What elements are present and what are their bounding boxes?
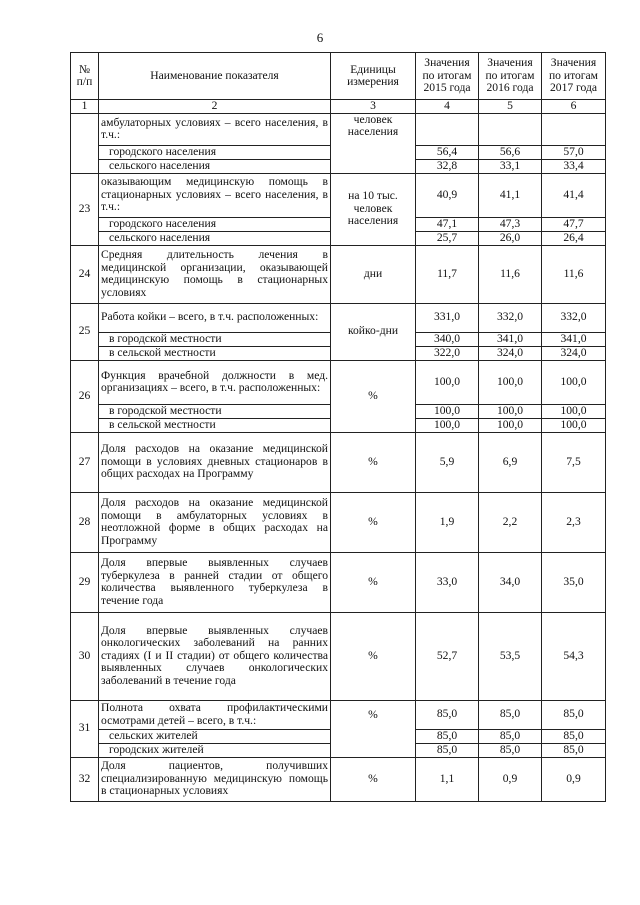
subindicator-name: в городской местности: [99, 332, 331, 346]
value-2016: 100,0: [479, 404, 542, 418]
indicator-name: Доля впервые выявленных случаев туберкулеза в ранней стадии от общего количества выявленного туберкулеза в течение года: [99, 552, 331, 612]
row-number: 23: [71, 173, 99, 245]
value-2015: 85,0: [416, 729, 479, 743]
value-2016: 47,3: [479, 217, 542, 231]
value-2017: 341,0: [542, 332, 606, 346]
table-row: [71, 113, 606, 145]
indicator-unit: %: [331, 612, 416, 700]
value-2016: 341,0: [479, 332, 542, 346]
row-number: 25: [71, 303, 99, 360]
value-2017: 324,0: [542, 346, 606, 360]
subindicator-name: в сельской местности: [99, 346, 331, 360]
row-number: [71, 113, 99, 173]
table-row: [71, 757, 606, 801]
value-2016: 332,0: [479, 303, 542, 332]
row-number: 30: [71, 612, 99, 700]
row-number: 26: [71, 360, 99, 432]
value-2016: 41,1: [479, 173, 542, 217]
value-2017: 35,0: [542, 552, 606, 612]
value-2017: 100,0: [542, 360, 606, 404]
value-2015: 5,9: [416, 432, 479, 492]
value-2016: 2,2: [479, 492, 542, 552]
value-2017: 100,0: [542, 404, 606, 418]
value-2017: 7,5: [542, 432, 606, 492]
table-row: [71, 432, 606, 492]
value-2017: 85,0: [542, 729, 606, 743]
col-number: 6: [542, 100, 606, 114]
indicator-unit: %: [331, 552, 416, 612]
subindicator-name: городского населения: [99, 217, 331, 231]
indicator-unit: дни: [331, 245, 416, 303]
row-number: 31: [71, 700, 99, 757]
value-2016: 324,0: [479, 346, 542, 360]
value-2015: 33,0: [416, 552, 479, 612]
value-2015: 100,0: [416, 404, 479, 418]
indicator-unit: %: [331, 700, 416, 757]
value-2016: 6,9: [479, 432, 542, 492]
indicator-name: Средняя длительность лечения в медицинской организации, оказывающей медицинскую помощь в стационарных условиях: [99, 245, 331, 303]
value-2015: 56,4: [416, 145, 479, 159]
value-2016: 33,1: [479, 159, 542, 173]
value-2016: 34,0: [479, 552, 542, 612]
subindicator-name: городских жителей: [99, 743, 331, 757]
indicator-name: Доля расходов на оказание медицинской помощи в условиях дневных стационаров в общих расходах на Программу: [99, 432, 331, 492]
indicator-name: Доля впервые выявленных случаев онкологических заболеваний на ранних стадиях (I и II стадии) от общего количества выявленных случаев онкологических заболеваний в течение года: [99, 612, 331, 700]
value-2017: 54,3: [542, 612, 606, 700]
row-number: 27: [71, 432, 99, 492]
value-2016: 0,9: [479, 757, 542, 801]
value-2016: 53,5: [479, 612, 542, 700]
value-2017: 26,4: [542, 231, 606, 245]
value-2016: [479, 113, 542, 145]
value-2017: 41,4: [542, 173, 606, 217]
table-row: [71, 612, 606, 700]
value-2015: 100,0: [416, 418, 479, 432]
header-2016: Значения по итогам 2016 года: [479, 53, 542, 100]
value-2017: 85,0: [542, 700, 606, 729]
col-number: 4: [416, 100, 479, 114]
col-number: 3: [331, 100, 416, 114]
value-2017: 100,0: [542, 418, 606, 432]
value-2017: [542, 113, 606, 145]
table-row: [71, 245, 606, 303]
value-2017: 57,0: [542, 145, 606, 159]
value-2017: 332,0: [542, 303, 606, 332]
value-2015: 40,9: [416, 173, 479, 217]
indicator-name: Доля пациентов, получивших специализированную медицинскую помощь в стационарных условиях: [99, 757, 331, 801]
table-row: [71, 303, 606, 332]
row-number: 32: [71, 757, 99, 801]
value-2017: 33,4: [542, 159, 606, 173]
value-2015: 25,7: [416, 231, 479, 245]
subindicator-name: в сельской местности: [99, 418, 331, 432]
column-number-row: [71, 100, 606, 114]
value-2015: 100,0: [416, 360, 479, 404]
indicator-unit: %: [331, 360, 416, 432]
value-2015: 1,9: [416, 492, 479, 552]
indicator-unit: на 10 тыс. человек населения: [331, 173, 416, 245]
subindicator-name: в городской местности: [99, 404, 331, 418]
indicator-unit: %: [331, 432, 416, 492]
value-2015: 1,1: [416, 757, 479, 801]
value-2016: 85,0: [479, 700, 542, 729]
indicator-name: Работа койки – всего, в т.ч. расположенных:: [99, 303, 331, 332]
col-number: 1: [71, 100, 99, 114]
value-2016: 100,0: [479, 418, 542, 432]
subindicator-name: сельского населения: [99, 231, 331, 245]
value-2017: 47,7: [542, 217, 606, 231]
indicator-name: амбулаторных условиях – всего населения, в т.ч.:: [99, 113, 331, 145]
col-number: 5: [479, 100, 542, 114]
table-row: [71, 552, 606, 612]
indicator-name: Доля расходов на оказание медицинской помощи в амбулаторных условиях в неотложной форме в общих расходах на Программу: [99, 492, 331, 552]
row-number: 29: [71, 552, 99, 612]
value-2017: 85,0: [542, 743, 606, 757]
row-number: 24: [71, 245, 99, 303]
row-number: 28: [71, 492, 99, 552]
indicator-unit: койко-дни: [331, 303, 416, 360]
header-name: Наименование показателя: [99, 53, 331, 100]
value-2015: 322,0: [416, 346, 479, 360]
indicator-name: оказывающим медицинскую помощь в стационарных условиях – всего населения, в т.ч.:: [99, 173, 331, 217]
header-2017: Значения по итогам 2017 года: [542, 53, 606, 100]
indicator-unit: %: [331, 492, 416, 552]
value-2016: 11,6: [479, 245, 542, 303]
subindicator-name: городского населения: [99, 145, 331, 159]
indicator-name: Полнота охвата профилактическими осмотрами детей – всего, в т.ч.:: [99, 700, 331, 729]
value-2017: 2,3: [542, 492, 606, 552]
value-2017: 11,6: [542, 245, 606, 303]
value-2015: 32,8: [416, 159, 479, 173]
value-2015: 85,0: [416, 743, 479, 757]
value-2016: 56,6: [479, 145, 542, 159]
subindicator-name: сельских жителей: [99, 729, 331, 743]
value-2016: 26,0: [479, 231, 542, 245]
subindicator-name: сельского населения: [99, 159, 331, 173]
header-unit: Единицы измерения: [331, 53, 416, 100]
value-2015: 47,1: [416, 217, 479, 231]
value-2015: 11,7: [416, 245, 479, 303]
value-2015: 340,0: [416, 332, 479, 346]
page-number: 6: [316, 30, 324, 45]
value-2016: 100,0: [479, 360, 542, 404]
header-2015: Значения по итогам 2015 года: [416, 53, 479, 100]
value-2015: 52,7: [416, 612, 479, 700]
value-2016: 85,0: [479, 729, 542, 743]
table-row: [71, 360, 606, 404]
value-2015: [416, 113, 479, 145]
header-number: № п/п: [71, 53, 99, 100]
table-header-row: [71, 53, 606, 100]
table-row: [71, 700, 606, 729]
table-row: [71, 492, 606, 552]
col-number: 2: [99, 100, 331, 114]
indicator-unit: %: [331, 757, 416, 801]
indicators-table: [70, 52, 606, 802]
indicator-unit: человек населения: [331, 113, 416, 173]
table-row: [71, 173, 606, 217]
value-2015: 85,0: [416, 700, 479, 729]
indicator-name: Функция врачебной должности в мед. организациях – всего, в т.ч. расположенных:: [99, 360, 331, 404]
value-2017: 0,9: [542, 757, 606, 801]
value-2015: 331,0: [416, 303, 479, 332]
value-2016: 85,0: [479, 743, 542, 757]
